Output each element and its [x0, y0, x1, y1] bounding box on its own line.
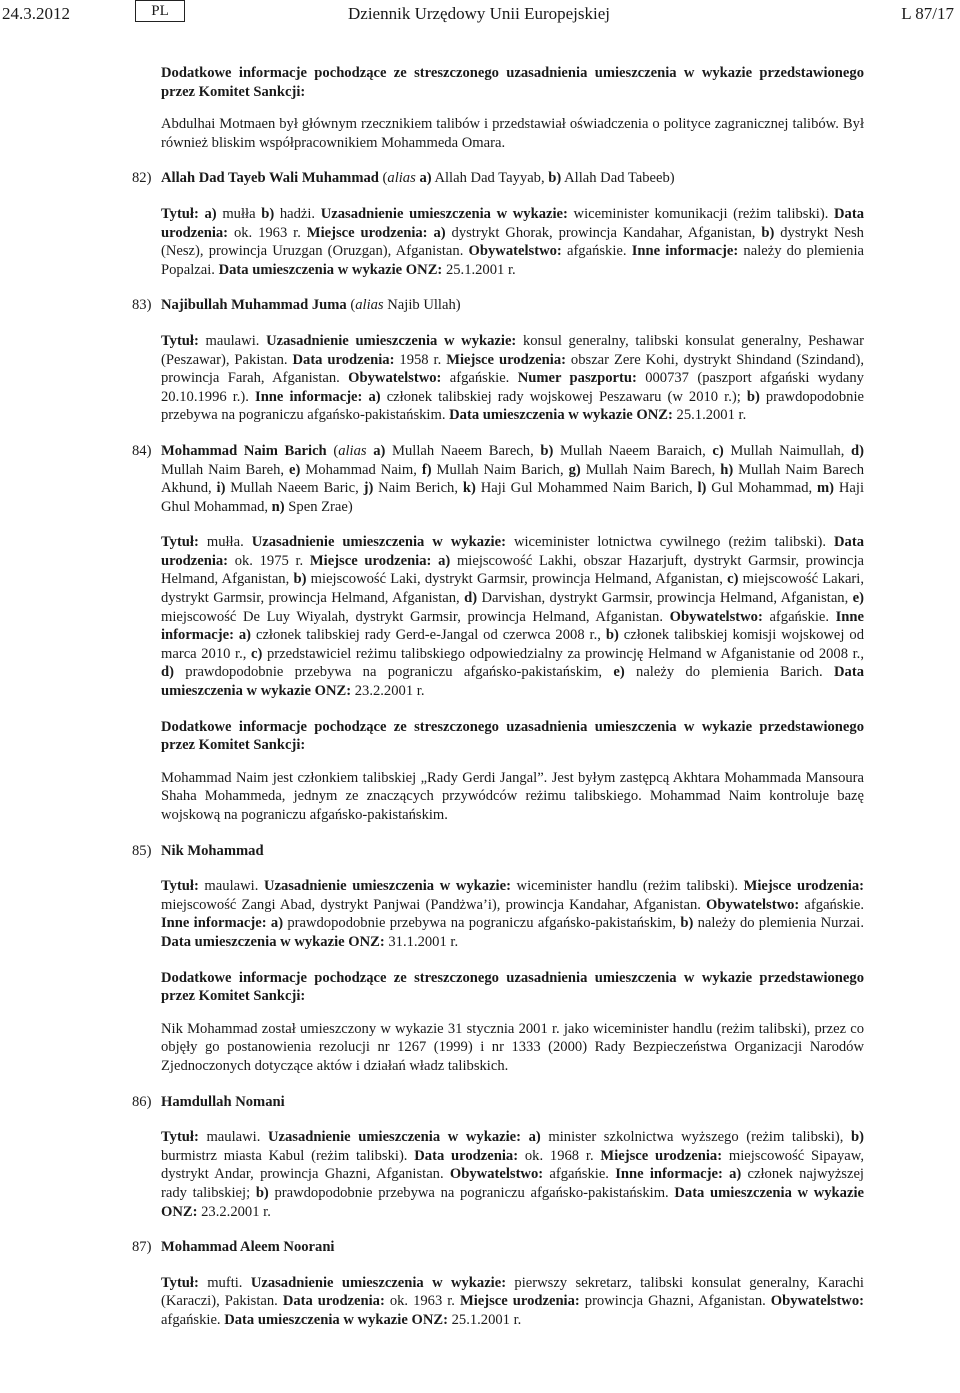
bold-label: Uzasadnienie umieszczenia w wykazie: — [320, 205, 568, 222]
italic-text: alias — [355, 297, 384, 314]
bold-label: c) — [712, 442, 724, 459]
bold-label: e) — [852, 590, 864, 607]
text-run: członek talibskiej rady wojskowej Peszawaru (w 2010 r.); — [380, 388, 747, 405]
language-badge: PL — [135, 0, 185, 22]
text-run: członek najwyższej rady talibskiej; — [161, 1166, 864, 1201]
list-entry — [0, 296, 960, 315]
entry-number: 84) — [132, 442, 152, 459]
bold-label: c) — [251, 645, 263, 662]
bold-label: Miejsce urodzenia: — [600, 1147, 723, 1164]
bold-label: Data umieszczenia w wykazie ONZ: — [161, 1184, 864, 1220]
text-run: 25.1.2001 r. — [672, 407, 747, 424]
bold-label: a) — [270, 915, 284, 932]
text-run: Mullah Naim Bareh, — [161, 461, 289, 478]
text-run: wiceminister lotnictwa cywilnego (reżim talibski). — [505, 534, 834, 551]
text-run: afgańskie. — [799, 896, 864, 913]
text-run: miejscowość Sipayaw, dystrykt Andar, prowincja Ghazni, Afganistan. — [161, 1147, 865, 1183]
bold-label: c) — [727, 571, 739, 588]
bold-label: Data umieszczenia w wykazie ONZ: — [449, 407, 673, 424]
bold-label: b) — [261, 205, 275, 222]
bold-label: Najibullah Muhammad Juma — [161, 297, 347, 314]
text-run: 25.1.2001 r. — [442, 261, 516, 278]
list-entry — [0, 1238, 960, 1257]
bold-label: a) — [729, 1166, 742, 1183]
bold-label: k) — [462, 480, 476, 497]
text-run: miejscowość De Luy Wiyalah, dystrykt Garmsir, prowincja Helmand, Afganistan. — [161, 608, 670, 625]
entry-number: 86) — [132, 1093, 152, 1110]
text-run: maulawi. — [198, 878, 264, 895]
text-run: ( — [378, 170, 388, 187]
paragraph: Abdulhai Motmaen był głównym rzecznikiem talibów i przedstawiał oświadczenia o polityce zagranicznej talibów. Był również bliskim współpracownikiem Mohammeda Omara. — [161, 116, 864, 151]
bold-label: Tytuł: — [161, 878, 199, 895]
bold-label: a) — [433, 224, 446, 241]
section-heading — [0, 718, 960, 755]
bold-label: Uzasadnienie umieszczenia w wykazie: — [263, 878, 511, 895]
text-run: członek talibskiej rady Gerd-e-Jangal od czerwca 2008 r., — [251, 627, 606, 644]
text-run: ( — [346, 297, 356, 314]
bold-label: Tytuł: — [161, 534, 199, 551]
bold-label: Miejsce urodzenia: — [306, 224, 428, 241]
bold-label: Mohammad Aleem Noorani — [161, 1239, 335, 1256]
text-run: miejscowość Laki, dystrykt Garmsir, prowincja Helmand, Afganistan, — [306, 571, 728, 588]
entry-number: 85) — [132, 842, 152, 859]
bold-label: Uzasadnienie umieszczenia w wykazie: — [267, 1129, 521, 1146]
bold-label: Miejsce urodzenia: — [309, 552, 432, 569]
bold-label: Obywatelstwo: — [706, 896, 800, 913]
text-run: maulawi. — [198, 332, 267, 349]
text-run: 31.1.2001 r. — [384, 933, 459, 950]
text-run: ok. 1975 r. — [228, 552, 310, 569]
text-run: 25.1.2001 r. — [447, 1311, 522, 1328]
text-run: afgańskie. — [441, 370, 518, 387]
text-run: obszar Zere Kohi, dystrykt Shindand (Szindand), prowincja Farah, Afganistan. — [161, 351, 864, 387]
text-run: hadżi. — [274, 205, 321, 222]
bold-label: a) — [238, 627, 252, 644]
italic-text: alias — [338, 442, 367, 459]
text-run: afgańskie. — [161, 1311, 225, 1328]
text-run — [521, 1129, 529, 1145]
text-run: członek talibskiej komisji wojskowej od marca 2010 r., — [161, 627, 864, 662]
text-run: Spen Zrae) — [284, 498, 353, 515]
text-run: mufti. — [198, 1274, 251, 1291]
text-run: mułła — [216, 205, 262, 222]
journal-title: Dziennik Urzędowy Unii Europejskiej — [348, 4, 611, 23]
bold-label: Data umieszczenia w wykazie ONZ: — [218, 261, 443, 278]
bold-label: Miejsce urodzenia: — [743, 878, 864, 895]
bold-label: Miejsce urodzenia: — [459, 1293, 580, 1310]
text-run: pierwszy sekretarz, talibski konsulat generalny, Karachi (Karaczi), Pakistan. — [161, 1274, 864, 1310]
list-entry — [0, 1093, 960, 1112]
text-run: Mullah Naim Barich, — [431, 461, 569, 478]
bold-label: b) — [746, 388, 760, 405]
text-run: Mullah Naimullah, — [723, 442, 852, 459]
bold-label: m) — [817, 480, 835, 497]
text-run: konsul generalny, talibski konsulat generalny, Peshawar (Peszawar), Pakistan. — [161, 332, 865, 368]
text-run: Najib Ullah) — [383, 297, 461, 314]
bold-label: b) — [680, 915, 694, 932]
text-run: Haji Gul Mohammed Naim Barich, — [475, 480, 698, 497]
bold-label: f) — [421, 461, 432, 478]
text-run: Haji Ghul Mohammad, — [161, 480, 865, 515]
bold-label: a) — [373, 442, 386, 459]
text-run: afgańskie. — [543, 1166, 616, 1183]
document-body — [0, 64, 960, 1329]
bold-label: Data urodzenia: — [161, 534, 864, 569]
bold-label: Data umieszczenia w wykazie ONZ: — [224, 1311, 448, 1328]
entry-number: 82) — [132, 170, 152, 187]
text-run: należy do plemienia Popalzai. — [161, 243, 864, 278]
bold-label: Tytuł: — [161, 332, 199, 349]
publication-date: 24.3.2012 — [2, 4, 70, 23]
bold-label: Inne informacje: — [255, 388, 363, 405]
bold-label: Data urodzenia: — [282, 1293, 385, 1310]
text-run: prawdopodobnie przebywa na pograniczu afgańsko-pakistańskim, — [283, 915, 681, 932]
bold-label: j) — [363, 480, 374, 497]
bold-label: b) — [548, 170, 562, 187]
bold-label: Data urodzenia: — [292, 351, 395, 368]
bold-label: b) — [255, 1184, 269, 1201]
entry-number: 87) — [132, 1239, 152, 1256]
text-run: miejscowość Zangi Abad, dystrykt Panjwai (Pandżwa’i), prowincja Kandahar, Afganistan. — [161, 896, 707, 913]
bold-label: Tytuł: — [161, 1274, 199, 1291]
text-run: przedstawiciel reżimu talibskiego odpowiedzialny za prowincję Helmand w Afganistanie od 2008 r., — [262, 645, 864, 662]
bold-label: b) — [851, 1129, 864, 1146]
bold-label: e) — [288, 461, 301, 478]
bold-label: g) — [568, 461, 581, 478]
bold-label: Mohammad Naim Barich — [161, 442, 327, 459]
bold-label: b) — [761, 224, 775, 241]
bold-label: b) — [540, 442, 554, 459]
paragraph: Mohammad Naim jest członkiem talibskiej „Rady Gerdi Jangal”. Jest byłym zastępcą Akhtara Mohammada Mansoura Shaha Mohammeda, jednym ze znaczących przywódców reżimu talibskiego. Mohammad Naim kontroluje bazę wojskową na pograniczu afgańsko-pakistańskim. — [161, 769, 864, 823]
text-run: wiceminister handlu (reżim talibski). — [510, 878, 744, 895]
text-run: minister szkolnictwa wyższego (reżim talibski), — [540, 1129, 852, 1146]
bold-label: l) — [697, 480, 707, 497]
page-header — [0, 0, 960, 36]
bold-label: a) — [528, 1129, 541, 1146]
text-run: prowincja Ghazni, Afganistan. — [579, 1293, 771, 1310]
text-run: prawdopodobnie przebywa na pograniczu afgańsko-pakistańskim. — [268, 1184, 675, 1201]
bold-label: Obywatelstwo: — [449, 1166, 544, 1183]
list-entry — [0, 842, 960, 861]
text-run: Darvishan, dystrykt Garmsir, prowincja Helmand, Afganistan, — [477, 590, 853, 607]
bold-label: Obywatelstwo: — [669, 608, 763, 625]
bold-label: Uzasadnienie umieszczenia w wykazie: — [266, 332, 517, 349]
entry-details — [0, 1274, 960, 1330]
bold-label: Data urodzenia: — [161, 205, 864, 241]
paragraph: Nik Mohammad został umieszczony w wykazie 31 stycznia 2001 r. jako wiceminister handlu (reżim talibski), przez co objęły go postanowienia rezolucji nr 1267 (1999) i nr 1333 (2000) Rady Bezpieczeństwa Organizacji Narodów Zjednoczonych dotyczące aktów i działań władz talibskich. — [161, 1020, 864, 1074]
text-run: wiceminister komunikacji (reżim talibski). — [567, 205, 834, 222]
bold-label: d) — [161, 664, 174, 681]
bold-label: a) — [419, 170, 432, 187]
bold-label: Data umieszczenia w wykazie ONZ: — [161, 933, 385, 950]
text-run: Mullah Naeem Baric, — [225, 480, 364, 497]
text-run: Naim Berich, — [373, 480, 463, 497]
bold-label: b) — [605, 627, 619, 644]
text-run: należy do plemienia Barich. — [624, 664, 834, 681]
bold-label: Obywatelstwo: — [348, 370, 442, 387]
section-heading-text: Dodatkowe informacje pochodzące ze streszczonego uzasadnienia umieszczenia w wykazie przedstawionego przez Komitet Sankcji: — [161, 969, 864, 1005]
text-run: afgańskie. — [561, 243, 632, 260]
bold-label: n) — [271, 498, 285, 515]
bold-label: i) — [216, 480, 226, 497]
bold-label: Allah Dad Tayeb Wali Muhammad — [161, 170, 379, 187]
bold-label: a) — [204, 205, 217, 222]
bold-label: a) — [438, 552, 451, 569]
text-run: 000737 (paszport afgański wydany 20.10.1996 r.). — [161, 370, 864, 405]
bold-label: Numer paszportu: — [517, 370, 637, 387]
text-run: ok. 1963 r. — [384, 1293, 460, 1310]
text-run: afgańskie. — [762, 608, 836, 625]
text-run: Mullah Naim Barech, — [580, 461, 721, 478]
bold-label: Inne informacje: — [631, 243, 739, 260]
entry-details — [0, 205, 960, 279]
bold-label: d) — [464, 590, 478, 607]
bold-label: Inne informacje: — [615, 1166, 723, 1183]
entry-details — [0, 1128, 960, 1221]
section-heading-text: Dodatkowe informacje pochodzące ze streszczonego uzasadnienia umieszczenia w wykazie przedstawionego przez Komitet Sankcji: — [161, 65, 864, 100]
bold-label: Obywatelstwo: — [468, 243, 562, 260]
section-heading — [0, 969, 960, 1006]
text-run: dystrykt Nesh (Nesz), prowincja Uruzgan (Oruzgan), Afganistan. — [161, 224, 864, 260]
text-run: Mullah Naim Barech Akhund, — [161, 461, 864, 497]
text-run: 23.2.2001 r. — [197, 1203, 271, 1220]
text-run: miejscowość Lakhi, obszar Hazarjuft, dystrykt Garmsir, prowincja Helmand, Afganistan, — [161, 552, 864, 588]
text-run: Mullah Naeem Barech, — [385, 442, 541, 459]
text-run: Allah Dad Tayyab, — [431, 170, 549, 187]
text-run: 1958 r. — [394, 351, 447, 368]
bold-label: e) — [613, 664, 625, 681]
entry-number: 83) — [132, 297, 152, 314]
bold-label: Inne informacje: — [161, 608, 864, 644]
text-run: maulawi. — [198, 1129, 268, 1146]
text-run: ok. 1963 r. — [228, 224, 307, 241]
entry-details — [0, 332, 960, 425]
page-reference: L 87/17 — [901, 4, 954, 23]
bold-label: Uzasadnienie umieszczenia w wykazie: — [250, 1274, 507, 1291]
bold-label: Uzasadnienie umieszczenia w wykazie: — [251, 534, 506, 551]
text-run: ( — [326, 442, 339, 459]
text-run: Mohammad Naim, — [300, 461, 422, 478]
text-run: mułła. — [198, 534, 252, 551]
bold-label: a) — [368, 388, 381, 405]
bold-label: Miejsce urodzenia: — [446, 351, 566, 368]
bold-label: Hamdullah Nomani — [161, 1093, 285, 1110]
text-run: należy do plemienia Nurzai. — [693, 915, 864, 932]
bold-label: Inne informacje: — [161, 915, 267, 932]
text-run: prawdopodobnie przebywa na pograniczu afgańsko-pakistańskim, — [173, 664, 614, 681]
section-heading — [0, 64, 960, 101]
bold-label: Data urodzenia: — [414, 1147, 519, 1164]
text-run: dystrykt Ghorak, prowincja Kandahar, Afganistan, — [445, 224, 762, 241]
text-run: burmistrz miasta Kabul (reżim talibski). — [161, 1147, 415, 1164]
list-entry — [0, 169, 960, 188]
bold-label: Tytuł: — [161, 205, 199, 222]
bold-label: Data umieszczenia w wykazie ONZ: — [161, 664, 864, 700]
bold-label: Tytuł: — [161, 1129, 199, 1146]
text-run: prawdopodobnie przebywa na pograniczu afgańsko-pakistańskim. — [161, 388, 864, 424]
text-run: Gul Mohammad, — [706, 480, 818, 497]
text-run: 23.2.2001 r. — [351, 683, 425, 700]
text-run: Allah Dad Tabeeb) — [561, 170, 675, 187]
entry-details — [0, 877, 960, 951]
list-entry — [0, 442, 960, 516]
bold-label: Obywatelstwo: — [770, 1293, 864, 1310]
entry-details — [0, 533, 960, 700]
text-run: Mullah Naeem Baraich, — [553, 442, 713, 459]
bold-label: h) — [720, 461, 734, 478]
bold-label: Nik Mohammad — [161, 842, 264, 859]
bold-label: d) — [851, 442, 865, 459]
italic-text: alias — [387, 170, 416, 187]
section-heading-text: Dodatkowe informacje pochodzące ze streszczonego uzasadnienia umieszczenia w wykazie przedstawionego przez Komitet Sankcji: — [161, 718, 864, 754]
text-run: ok. 1968 r. — [518, 1147, 601, 1164]
text-run: miejscowość Lakari, dystrykt Garmsir, prowincja Helmand, Afganistan, — [161, 571, 864, 607]
bold-label: b) — [293, 571, 307, 588]
